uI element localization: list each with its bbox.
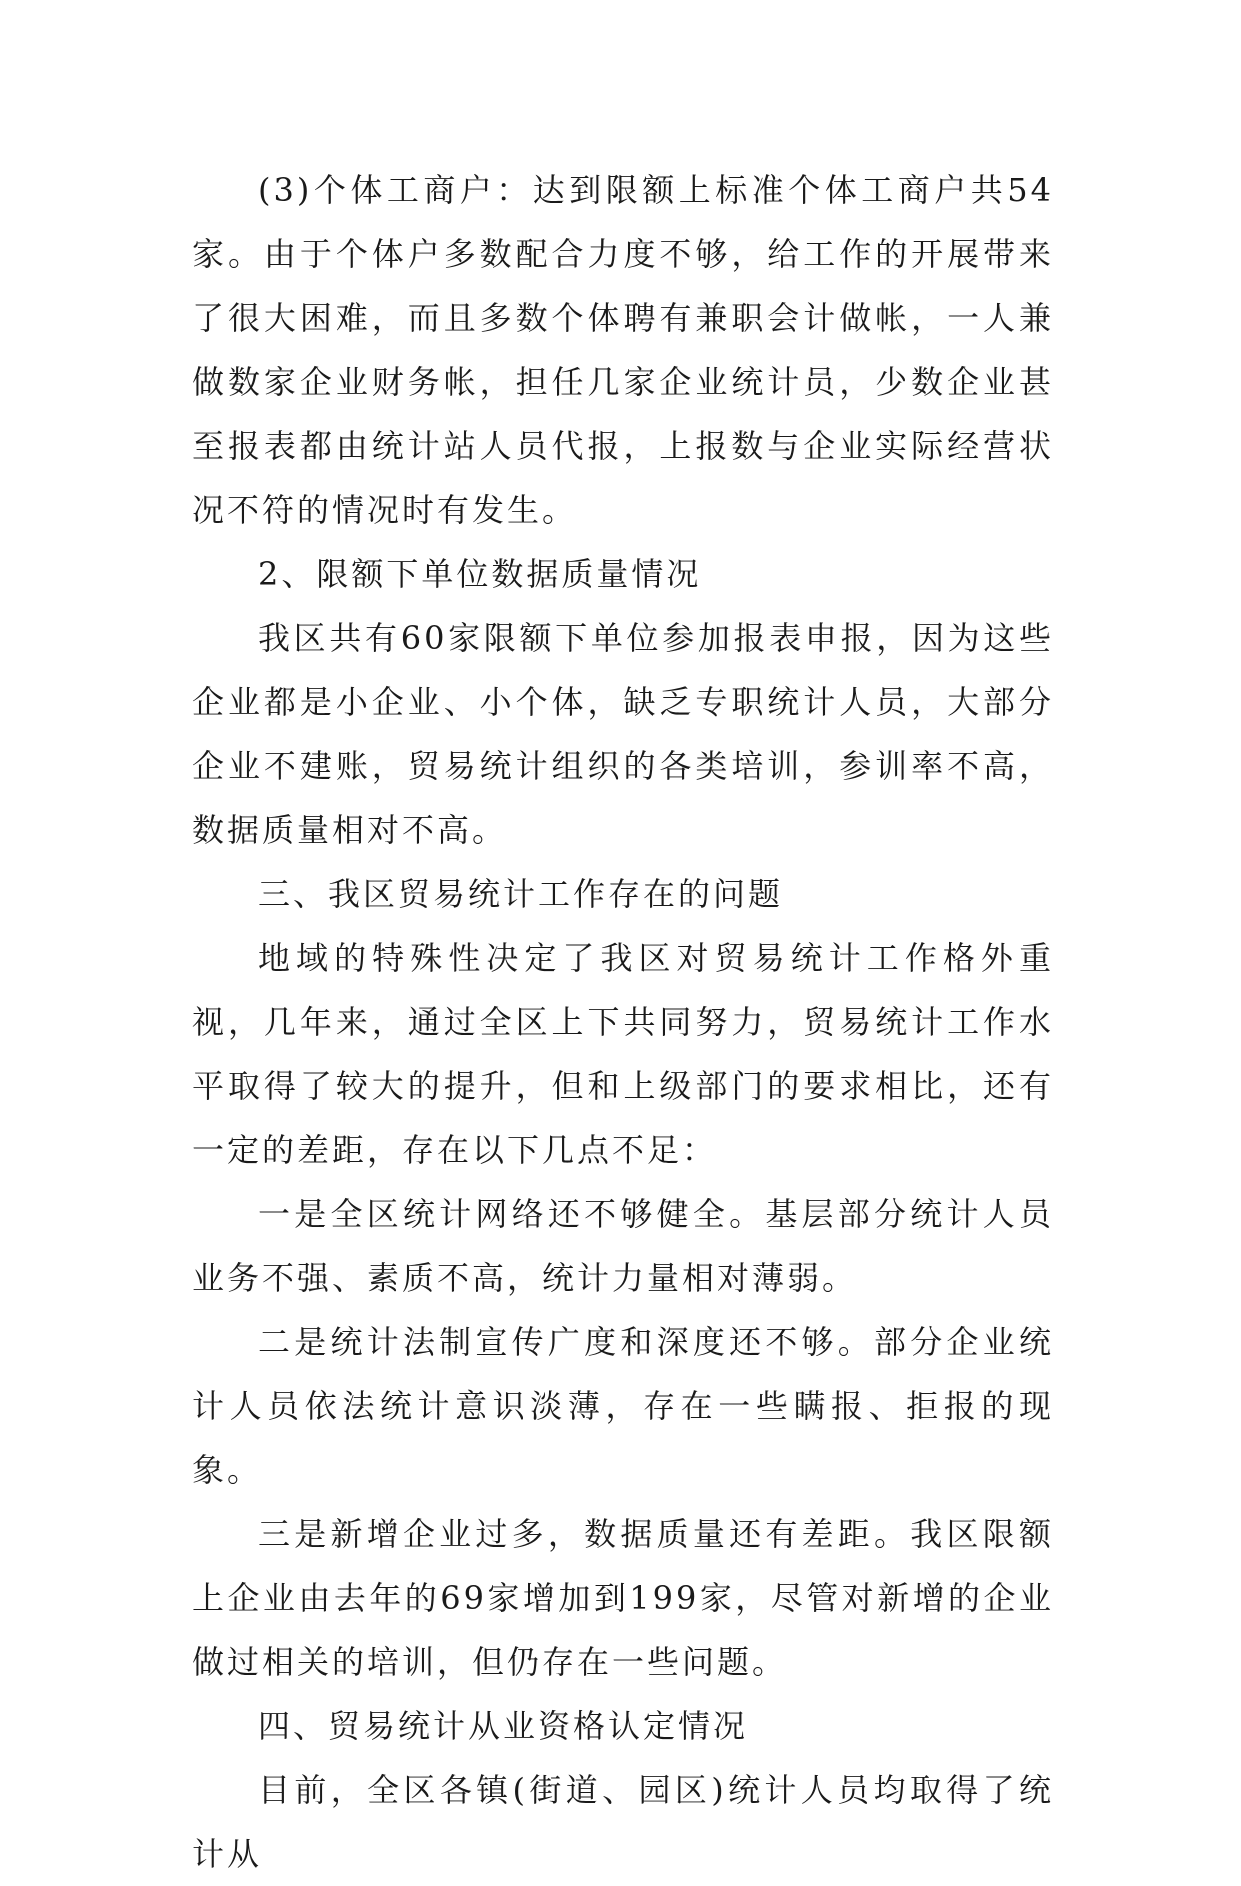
paragraph-below-limit-units: 我区共有60家限额下单位参加报表申报，因为这些企业都是小企业、小个体，缺乏专职统计人员，大部分企业不建账，贸易统计组织的各类培训，参训率不高，数据质量相对不高。 [192, 619, 1054, 849]
paragraph-problem-one: 一是全区统计网络还不够健全。基层部分统计人员业务不强、素质不高，统计力量相对薄弱。 [192, 1195, 1054, 1297]
heading-qualification: 四、贸易统计从业资格认定情况 [258, 1707, 749, 1745]
paragraph-individual-businesses: (3)个体工商户：达到限额上标准个体工商户共54家。由于个体户多数配合力度不够，给工作的开展带来了很大困难，而且多数个体聘有兼职会计做帐，一人兼做数家企业财务帐，担任几家企业统计员，少数企业甚至报表都由统计站人员代报，上报数与企业实际经营状况不符的情况时有发生。 [192, 171, 1054, 529]
paragraph-qualification: 目前，全区各镇(街道、园区)统计人员均取得了统计从 [192, 1771, 1054, 1873]
heading-below-limit-data-quality: 2、限额下单位数据质量情况 [258, 555, 702, 593]
paragraph-problems-intro: 地域的特殊性决定了我区对贸易统计工作格外重视，几年来，通过全区上下共同努力，贸易统计工作水平取得了较大的提升，但和上级部门的要求相比，还有一定的差距，存在以下几点不足： [192, 939, 1054, 1169]
document-body [192, 158, 1054, 1886]
paragraph-problem-two: 二是统计法制宣传广度和深度还不够。部分企业统计人员依法统计意识淡薄，存在一些瞒报、拒报的现象。 [192, 1323, 1054, 1489]
paragraph-problem-three: 三是新增企业过多，数据质量还有差距。我区限额上企业由去年的69家增加到199家，尽管对新增的企业做过相关的培训，但仍存在一些问题。 [192, 1515, 1054, 1681]
heading-problems: 三、我区贸易统计工作存在的问题 [258, 875, 784, 913]
